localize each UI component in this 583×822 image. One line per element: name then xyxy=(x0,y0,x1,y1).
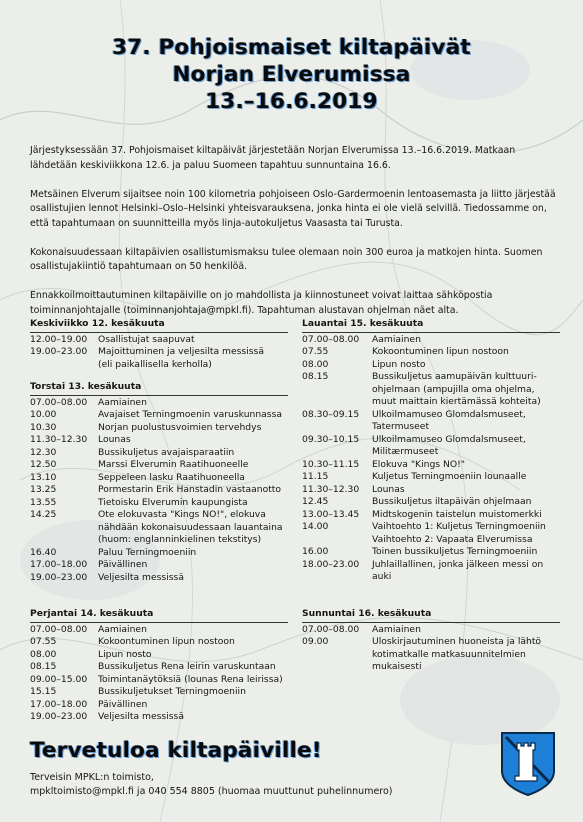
event-description-line: Bussikuljetus avajaisparaatiin xyxy=(98,446,235,458)
event-list xyxy=(30,334,288,372)
event-description-line: Norjan puolustusvoimien tervehdys xyxy=(98,421,262,433)
contact-text: mpkltoimisto@mpkl.fi ja 040 554 8805 (huomaa muuttunut puhelinnumero) xyxy=(30,785,393,797)
event-description-line: Lounas xyxy=(372,483,405,495)
event-description-line: ohjelmaan (ampujilla oma ohjelma, xyxy=(372,383,535,395)
event-time: 19.00–23.00 xyxy=(30,711,88,722)
event-description xyxy=(372,521,560,546)
event-time: 11.30–12.30 xyxy=(302,483,360,495)
schedule-thursday xyxy=(30,381,288,584)
schedule-event xyxy=(30,624,288,637)
schedule-event xyxy=(30,699,288,712)
event-list xyxy=(302,624,560,674)
event-description-line: Bussikuljetukset Terningmoeniin xyxy=(98,686,246,697)
event-description xyxy=(372,459,560,472)
event-time: 19.00–23.00 xyxy=(30,346,88,357)
event-description xyxy=(98,559,288,572)
event-description xyxy=(98,711,288,724)
event-description-line: Kuljetus Terningmoeniin lounaalle xyxy=(372,471,527,482)
schedule-event xyxy=(302,371,560,409)
intro-paragraph: Kokonaisuudessaan kiltapäivien osallistumismaksu tulee olemaan noin 300 euroa ja matkojen hinta. Suomen osallistujakiintiö tapahtumaan on 50 henkilöä. xyxy=(30,246,543,272)
day-heading: Perjantai 14. kesäkuuta xyxy=(30,608,154,619)
schedule-event xyxy=(302,359,560,372)
event-time: 12.30 xyxy=(30,446,57,458)
schedule-event xyxy=(302,509,560,522)
schedule-event xyxy=(302,434,560,459)
event-description xyxy=(372,409,560,434)
schedule-event xyxy=(30,447,288,460)
event-description-line: Bussikuljetus iltapäivän ohjelmaan xyxy=(372,496,532,507)
welcome-heading: Tervetuloa kiltapäiville! xyxy=(30,738,322,763)
event-time: 10.30–11.15 xyxy=(302,458,360,470)
day-heading: Torstai 13. kesäkuuta xyxy=(30,381,142,392)
event-description-line: Bussikuljetus aamupäivän kulttuuri- xyxy=(372,371,537,382)
event-description xyxy=(372,471,560,484)
schedule-wednesday xyxy=(30,318,288,371)
schedule-sunday xyxy=(302,608,560,674)
schedule-event xyxy=(302,471,560,484)
event-description-line: kotimatkalle matkasuunnitelmien xyxy=(372,648,526,660)
event-description-line: Militærmuseet xyxy=(372,446,439,457)
schedule-event xyxy=(302,459,560,472)
event-time: 16.00 xyxy=(302,546,329,557)
event-description xyxy=(98,397,288,410)
schedule-event xyxy=(302,409,560,434)
event-description-line: Ulkoilmamuseo Glomdalsmuseet, xyxy=(372,433,526,445)
schedule-event xyxy=(30,459,288,472)
event-description xyxy=(98,434,288,447)
schedule-event xyxy=(30,434,288,447)
schedule-event xyxy=(30,711,288,724)
event-time: 13.25 xyxy=(30,484,57,495)
event-description-line: mukaisesti xyxy=(372,661,422,672)
day-heading: Keskiviikko 12. kesäkuuta xyxy=(30,318,165,329)
event-time: 18.00–23.00 xyxy=(302,558,360,570)
event-time: 08.00 xyxy=(30,648,57,660)
schedule-event xyxy=(302,624,560,637)
schedule-event xyxy=(30,422,288,435)
event-description-line: Aamiainen xyxy=(372,623,421,635)
event-time: 12.50 xyxy=(30,459,57,470)
intro-paragraph: Ennakkoilmoittautuminen kiltapäiville on jo mahdollista ja kiinnostuneet voivat laittaa sähköpostia toiminnanjohtajalle (toiminnanjohtaja@mpkl.fi). Tapahtuman alustavan ohjelman näet alta. xyxy=(30,290,493,316)
schedule-friday xyxy=(30,608,288,724)
event-list xyxy=(302,334,560,584)
schedule-event xyxy=(30,661,288,674)
event-description-line: auki xyxy=(372,571,392,582)
event-time: 08.15 xyxy=(30,661,57,672)
event-time: 17.00–18.00 xyxy=(30,698,88,710)
title-line-2: Norjan Elverumissa xyxy=(172,62,411,87)
event-description-line: Aamiainen xyxy=(98,623,147,635)
event-description xyxy=(98,674,288,687)
schedule-event xyxy=(30,559,288,572)
event-description xyxy=(98,572,288,585)
event-time: 13.55 xyxy=(30,496,57,508)
schedule-event xyxy=(302,496,560,509)
event-time: 09.30–10.15 xyxy=(302,433,360,445)
schedule-event xyxy=(30,509,288,547)
event-description-line: Kokoontuminen lipun nostoon xyxy=(372,346,509,357)
schedule-event xyxy=(30,472,288,485)
event-description xyxy=(98,334,288,347)
event-description-line: Pormestarin Erik Hanstadin vastaanotto xyxy=(98,484,282,495)
day-heading: Sunnuntai 16. kesäkuuta xyxy=(302,608,432,619)
event-description xyxy=(98,699,288,712)
event-time: 09.00 xyxy=(302,636,329,647)
event-description-line: Paluu Terningmoeniin xyxy=(98,546,197,558)
event-description-line: Lounas xyxy=(98,434,131,445)
event-description xyxy=(98,497,288,510)
schedule-event xyxy=(30,636,288,649)
event-time: 13.00–13.45 xyxy=(302,508,360,520)
event-description-line: Marssi Elverumin Raatihuoneelle xyxy=(98,459,249,470)
event-description-line: nähdään kokonaisuudessaan lauantaina xyxy=(98,521,283,533)
event-time: 16.40 xyxy=(30,546,57,558)
schedule-event xyxy=(30,409,288,422)
event-description-line: Bussikuljetus Rena leirin varuskuntaan xyxy=(98,661,276,672)
day-heading: Lauantai 15. kesäkuuta xyxy=(302,318,424,329)
event-description xyxy=(372,359,560,372)
divider xyxy=(302,622,560,623)
event-description-line: Toimintanäytöksiä (lounas Rena leirissa) xyxy=(98,673,283,685)
event-description-line: Aamiainen xyxy=(98,396,147,408)
event-time: 15.15 xyxy=(30,686,57,697)
event-description xyxy=(372,636,560,674)
event-description xyxy=(98,686,288,699)
event-time: 17.00–18.00 xyxy=(30,559,88,570)
event-description-line: Seppeleen lasku Raatihuoneella xyxy=(98,471,245,483)
event-time: 07.55 xyxy=(302,346,329,357)
event-time: 14.25 xyxy=(30,509,57,520)
event-description-line: Majoittuminen ja veljesilta messissä xyxy=(98,346,264,357)
event-time: 09.00–15.00 xyxy=(30,673,88,685)
schedule-saturday xyxy=(302,318,560,584)
schedule-event xyxy=(30,484,288,497)
event-time: 11.30–12.30 xyxy=(30,434,88,445)
title-line-1: 37. Pohjoismaiset kiltapäivät xyxy=(112,35,471,60)
schedule-event xyxy=(302,484,560,497)
event-description-line: Toinen bussikuljetus Terningmoeniin xyxy=(372,546,538,557)
divider xyxy=(30,622,288,623)
event-description xyxy=(372,434,560,459)
intro-paragraph: Järjestyksessään 37. Pohjoismaiset kiltapäivät järjestetään Norjan Elverumissa 13.–16.6.2019. Matkaan lähdetään keskiviikkona 12.6. ja paluu Suomeen tapahtuu sunnuntaina 16.6. xyxy=(30,145,516,171)
event-description-line: (huom: englanninkielinen tekstitys) xyxy=(98,534,262,545)
event-list xyxy=(30,397,288,585)
event-list xyxy=(30,624,288,724)
title-line-3: 13.–16.6.2019 xyxy=(205,89,378,114)
event-description xyxy=(98,409,288,422)
event-description xyxy=(372,559,560,584)
event-time: 10.00 xyxy=(30,409,57,420)
event-description-line: Midtskogenin taistelun muistomerkki xyxy=(372,508,542,520)
event-time: 11.15 xyxy=(302,471,329,482)
event-time: 14.00 xyxy=(302,521,329,532)
event-time: 07.00–08.00 xyxy=(302,623,360,635)
event-description-line: Kokoontuminen lipun nostoon xyxy=(98,636,235,647)
event-description xyxy=(98,547,288,560)
schedule-event xyxy=(302,334,560,347)
divider xyxy=(30,332,288,333)
event-description xyxy=(98,472,288,485)
event-time: 08.30–09.15 xyxy=(302,408,360,420)
schedule-event xyxy=(30,346,288,371)
event-description xyxy=(372,371,560,409)
event-description-line: Veljesilta messissä xyxy=(98,711,184,722)
schedule-event xyxy=(302,559,560,584)
event-description-line: Juhlaillallinen, jonka jälkeen messi on xyxy=(372,558,544,570)
event-time: 13.10 xyxy=(30,471,57,483)
schedule-event xyxy=(30,397,288,410)
event-description xyxy=(98,484,288,497)
event-description xyxy=(372,624,560,637)
event-description-line: Tatermuseet xyxy=(372,421,430,432)
event-description-line: muut maittain kiertämässä kohteita) xyxy=(372,396,541,407)
divider xyxy=(30,395,288,396)
schedule-event xyxy=(302,636,560,674)
schedule-event xyxy=(30,497,288,510)
event-time: 12.45 xyxy=(302,496,329,507)
schedule-event xyxy=(302,346,560,359)
event-description-line: Ulkoilmamuseo Glomdalsmuseet, xyxy=(372,408,526,420)
event-time: 19.00–23.00 xyxy=(30,571,88,583)
event-time: 08.15 xyxy=(302,371,329,382)
intro-text xyxy=(30,144,558,333)
event-time: 07.55 xyxy=(30,636,57,647)
event-time: 07.00–08.00 xyxy=(302,333,360,345)
event-description xyxy=(98,661,288,674)
event-description-line: Tietoisku Elverumin kaupungista xyxy=(98,496,248,508)
event-description-line: Avajaiset Terningmoenin varuskunnassa xyxy=(98,409,282,420)
intro-paragraph: Metsäinen Elverum sijaitsee noin 100 kilometria pohjoiseen Oslo-Gardermoenin lentoasemasta ja liitto järjestää osallistujien lennot Helsinki–Oslo–Helsinki yhteisvarauksena, jonka hinta ei ole vielä selvillä. Tiedossamme on, että tapahtumaan on suunnitteilla myös linja-autokuljetus Vaasasta tai Turusta. xyxy=(30,188,556,229)
event-description xyxy=(98,447,288,460)
event-time: 07.00–08.00 xyxy=(30,623,88,635)
contact-info xyxy=(30,771,393,798)
schedule-event xyxy=(302,521,560,546)
schedule-event xyxy=(302,546,560,559)
guild-logo-icon xyxy=(500,731,556,796)
event-description-line: Lipun nosto xyxy=(372,358,426,370)
event-description xyxy=(98,346,288,371)
schedule-event xyxy=(30,649,288,662)
event-description-line: Päivällinen xyxy=(98,698,148,710)
event-description-line: Vaihtoehto 2: Vapaata Elverumissa xyxy=(372,533,533,545)
schedule-event xyxy=(30,686,288,699)
event-time: 07.00–08.00 xyxy=(30,396,88,408)
event-description xyxy=(98,649,288,662)
schedule-event xyxy=(30,547,288,560)
event-description xyxy=(98,509,288,547)
event-description-line: Uloskirjautuminen huoneista ja lähtö xyxy=(372,636,542,647)
event-description xyxy=(372,546,560,559)
event-description xyxy=(372,496,560,509)
event-time: 08.00 xyxy=(302,358,329,370)
event-description-line: Veljesilta messissä xyxy=(98,571,184,583)
event-description xyxy=(372,509,560,522)
event-description xyxy=(372,484,560,497)
event-description-line: Aamiainen xyxy=(372,333,421,345)
event-description-line: Ote elokuvasta "Kings NO!", elokuva xyxy=(98,509,266,520)
greeting-text: Terveisin MPKL:n toimisto, xyxy=(30,772,154,783)
schedule-event xyxy=(30,572,288,585)
event-description xyxy=(98,624,288,637)
event-description-line: Elokuva "Kings NO!" xyxy=(372,458,466,470)
event-description xyxy=(372,334,560,347)
event-description-line: Osallistujat saapuvat xyxy=(98,333,195,345)
event-description-line: Lipun nosto xyxy=(98,648,152,660)
page-title xyxy=(0,34,583,115)
event-description xyxy=(98,422,288,435)
divider xyxy=(302,332,560,333)
event-description xyxy=(372,346,560,359)
event-description xyxy=(98,636,288,649)
event-time: 12.00–19.00 xyxy=(30,333,88,345)
event-description-line: (eli paikallisella kerholla) xyxy=(98,358,212,370)
schedule-event xyxy=(30,674,288,687)
event-time: 10.30 xyxy=(30,421,57,433)
schedule-event xyxy=(30,334,288,347)
event-description-line: Päivällinen xyxy=(98,559,148,570)
event-description xyxy=(98,459,288,472)
event-description-line: Vaihtoehto 1: Kuljetus Terningmoeniin xyxy=(372,521,546,532)
